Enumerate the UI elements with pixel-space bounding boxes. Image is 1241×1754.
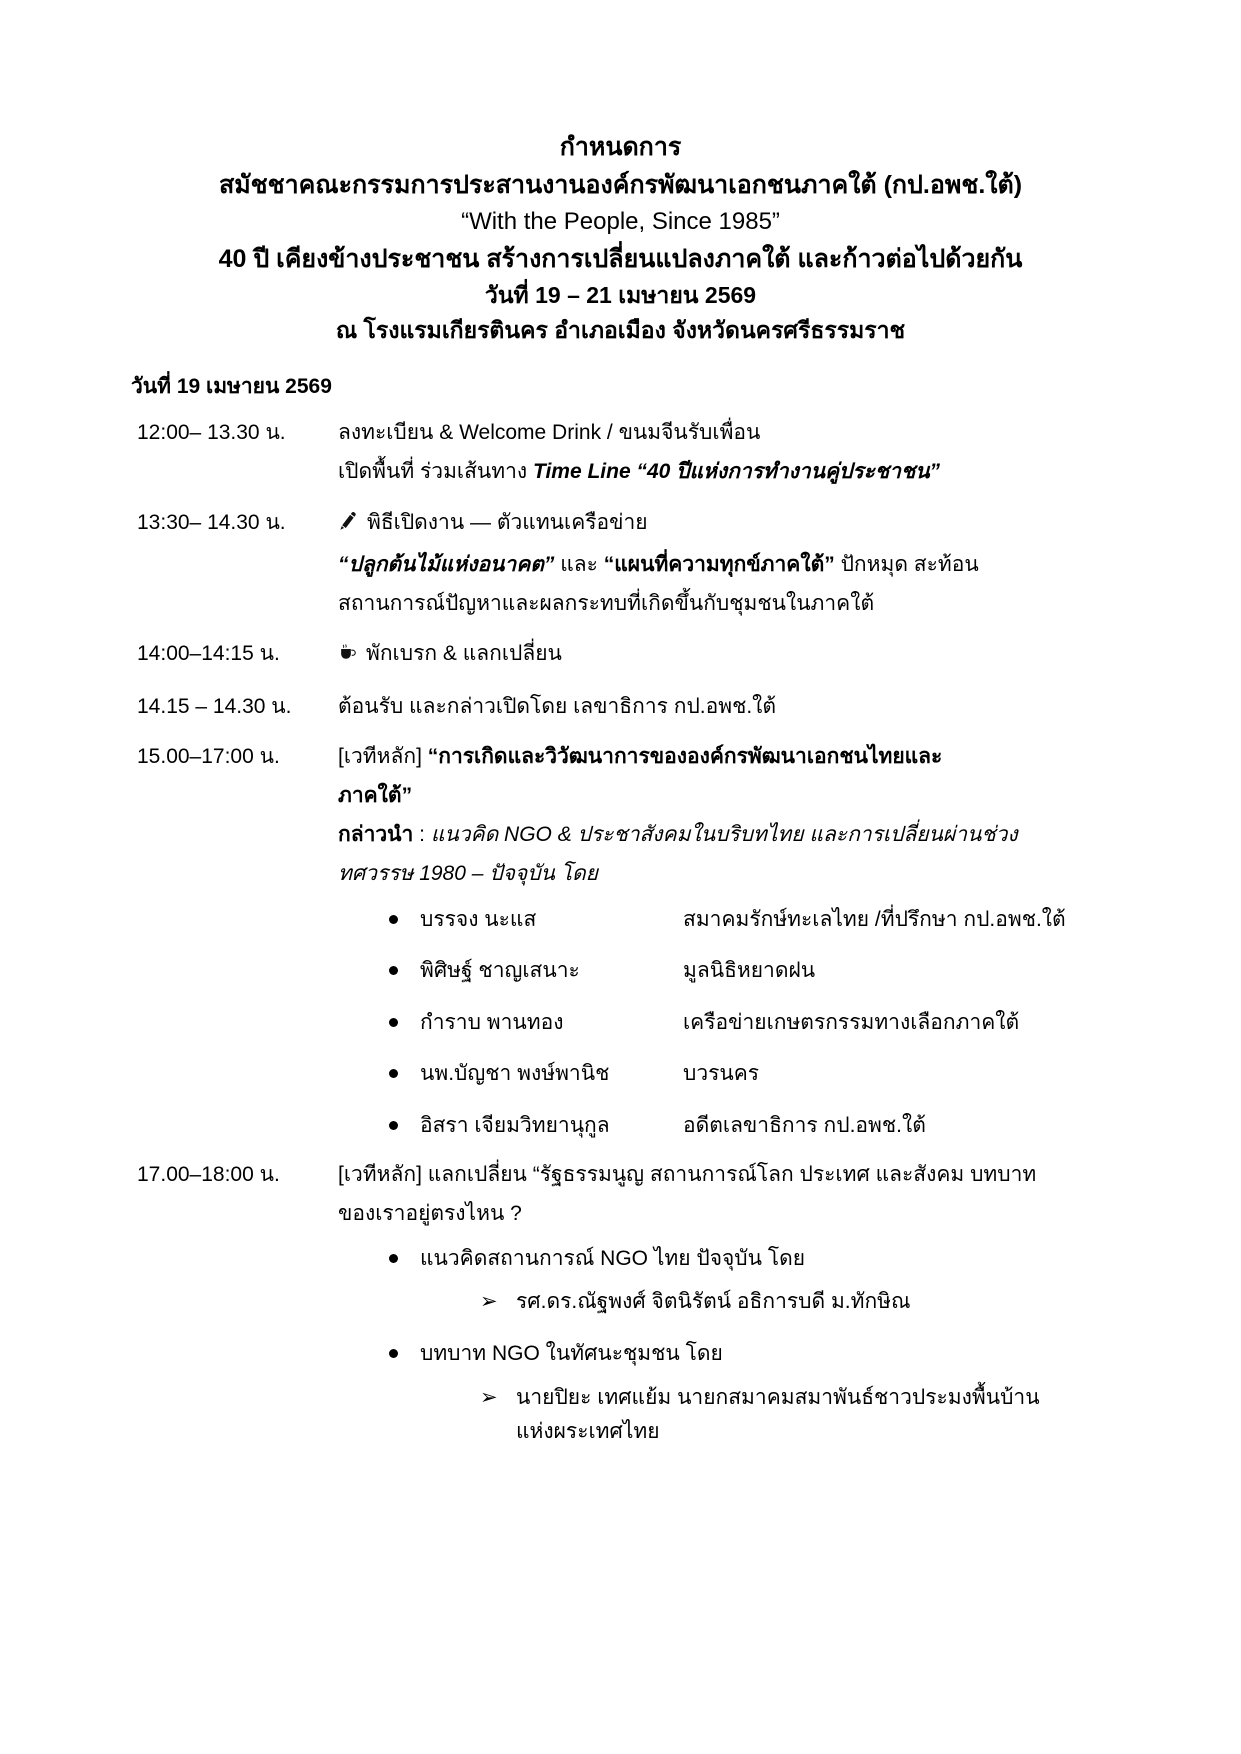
stage-tag: [เวทีหลัก] — [338, 745, 428, 769]
list-item — [384, 1242, 1110, 1320]
organization-name: สมัชชาคณะกรรมการประสานงานองค์กรพัฒนาเอกชนภาคใต้ (กป.อพช.ใต้) — [218, 171, 1023, 199]
intro-text-cont: ทศวรรษ 1980 – ปัจจุบัน โดย — [338, 862, 598, 886]
time-label: 14.15 – 14.30 น. — [137, 695, 292, 719]
detail-text: พักเบรก & แลกเปลี่ยน — [366, 641, 562, 665]
detail-text: เปิดพื้นที่ ร่วมเส้นทาง — [338, 460, 534, 484]
time-label: 13:30– 14.30 น. — [137, 510, 286, 534]
quote-plant-tree: “ปลูกต้นไม้แห่งอนาคต” — [338, 552, 555, 576]
speaker-name: บรรจง นะแส — [420, 907, 537, 931]
list-item — [384, 954, 1110, 988]
sub-list-item — [480, 1381, 1110, 1449]
detail-line — [338, 739, 1110, 775]
quote-suffering-map: “แผนที่ความทุกข์ภาคใต้” — [603, 552, 835, 576]
detail-block — [338, 415, 1110, 490]
timeline-emphasis: Time Line “40 ปีแห่งการทำงานคู่ประชาชน” — [533, 460, 941, 484]
venue: ณ โรงแรมเกียรตินคร อำเภอเมือง จังหวัดนครศรีธรรมราช — [335, 317, 906, 344]
date-range: วันที่ 19 – 21 เมษายน 2569 — [484, 282, 757, 309]
intro-text: แนวคิด NGO & ประชาสังคมในบริบทไทย และการเปลี่ยนผ่านช่วง — [430, 823, 1018, 847]
list-item — [384, 1057, 1110, 1091]
list-item — [384, 1109, 1110, 1143]
sub-item-text-cont: แห่งผระเทศไทย — [516, 1419, 660, 1443]
coffee-icon — [338, 639, 359, 675]
document-heading — [131, 128, 1110, 348]
page-title: กำหนดการ — [559, 133, 682, 161]
speaker-name: กำราบ พานทอง — [420, 1010, 564, 1034]
sub-list — [420, 1285, 1110, 1319]
detail-line: สถานการณ์ปัญหาและผลกระทบที่เกิดขึ้นกับชุมชนในภาคใต้ — [338, 591, 875, 615]
speaker-org: บวรนคร — [683, 1062, 760, 1086]
time-label: 12:00– 13.30 น. — [137, 421, 286, 445]
list-item — [384, 1337, 1110, 1449]
detail-text: และ — [554, 552, 604, 576]
detail-text: พิธีเปิดงาน — ตัวแทนเครือข่าย — [367, 510, 648, 534]
list-item — [384, 1006, 1110, 1040]
session-topic: แลกเปลี่ยน “รัฐธรรมนูญ สถานการณ์โลก ประเทศ และสังคม บทบาท — [427, 1162, 1037, 1186]
speaker-list — [338, 903, 1110, 1143]
theme-line: 40 ปี เคียงข้างประชาชน สร้างการเปลี่ยนแปลงภาคใต้ และก้าวต่อไปด้วยกัน — [218, 245, 1023, 274]
session-topic-cont: ภาคใต้” — [338, 784, 413, 808]
discussion-list — [338, 1242, 1110, 1449]
speaker-org: อดีตเลขาธิการ กป.อพช.ใต้ — [683, 1113, 926, 1137]
detail-line — [338, 1157, 1110, 1193]
sub-item-text: นายปิยะ เทศแย้ม นายกสมาคมสมาพันธ์ชาวประมงพื้นบ้าน — [516, 1385, 1040, 1409]
detail-line — [338, 817, 1110, 853]
detail-line: ต้อนรับ และกล่าวเปิดโดย เลขาธิการ กป.อพช.ใต้ — [338, 695, 777, 719]
sub-item-text: รศ.ดร.ณัฐพงศ์ จิตนิรัตน์ อธิการบดี ม.ทักษิณ — [516, 1290, 911, 1314]
sub-list — [420, 1381, 1110, 1449]
detail-line — [338, 547, 1110, 583]
arrow-bullet-icon: ➢ — [480, 1290, 498, 1314]
speaker-name: อิสรา เจียมวิทยานุกูล — [420, 1113, 610, 1137]
speaker-org: สมาคมรักษ์ทะเลไทย /ที่ปรึกษา กป.อพช.ใต้ — [683, 907, 1066, 931]
slogan: “With the People, Since 1985” — [461, 208, 780, 235]
detail-block — [338, 1157, 1110, 1449]
schedule-row — [131, 739, 1110, 1142]
detail-line — [338, 856, 1110, 892]
speaker-name: นพ.บัญชา พงษ์พานิช — [420, 1062, 610, 1086]
speaker-org: มูลนิธิหยาดฝน — [683, 959, 816, 983]
detail-line: ของเราอยู่ตรงไหน ? — [338, 1201, 522, 1225]
schedule-row — [131, 689, 1110, 725]
detail-block — [338, 636, 1110, 675]
discussion-label: บทบาท NGO ในทัศนะชุมชน โดย — [420, 1342, 723, 1366]
arrow-bullet-icon: ➢ — [480, 1385, 498, 1409]
detail-block — [338, 739, 1110, 1142]
discussion-label: แนวคิดสถานการณ์ NGO ไทย ปัจจุบัน โดย — [420, 1246, 806, 1270]
speaker-org: เครือข่ายเกษตรกรรมทางเลือกภาคใต้ — [683, 1010, 1020, 1034]
detail-line — [338, 636, 1110, 675]
schedule-row — [131, 636, 1110, 675]
list-item — [384, 903, 1110, 937]
day-header: วันที่ 19 เมษายน 2569 — [131, 375, 332, 399]
schedule-row — [131, 505, 1110, 622]
pencil-icon — [338, 508, 360, 544]
session-topic: “การเกิดและวิวัฒนาการขององค์กรพัฒนาเอกชนไทยและ — [427, 745, 943, 769]
detail-line: ลงทะเบียน & Welcome Drink / ขนมจีนรับเพื่อน — [338, 421, 761, 445]
detail-text: ปักหมุด สะท้อน — [834, 552, 979, 576]
schedule-row — [131, 1157, 1110, 1449]
intro-label: กล่าวนำ — [338, 823, 414, 847]
detail-line — [338, 454, 1110, 490]
time-label: 17.00–18:00 น. — [137, 1162, 280, 1186]
detail-line — [338, 505, 1110, 544]
schedule-list — [131, 415, 1110, 1449]
time-label: 15.00–17:00 น. — [137, 745, 280, 769]
sub-list-item — [480, 1285, 1110, 1319]
time-label: 14:00–14:15 น. — [137, 641, 280, 665]
detail-block — [338, 689, 1110, 725]
schedule-row — [131, 415, 1110, 490]
detail-line — [338, 778, 1110, 814]
detail-block — [338, 505, 1110, 622]
speaker-name: พิศิษฐ์ ชาญเสนาะ — [420, 959, 580, 983]
intro-sep: : — [413, 823, 431, 847]
stage-tag: [เวทีหลัก] — [338, 1162, 428, 1186]
